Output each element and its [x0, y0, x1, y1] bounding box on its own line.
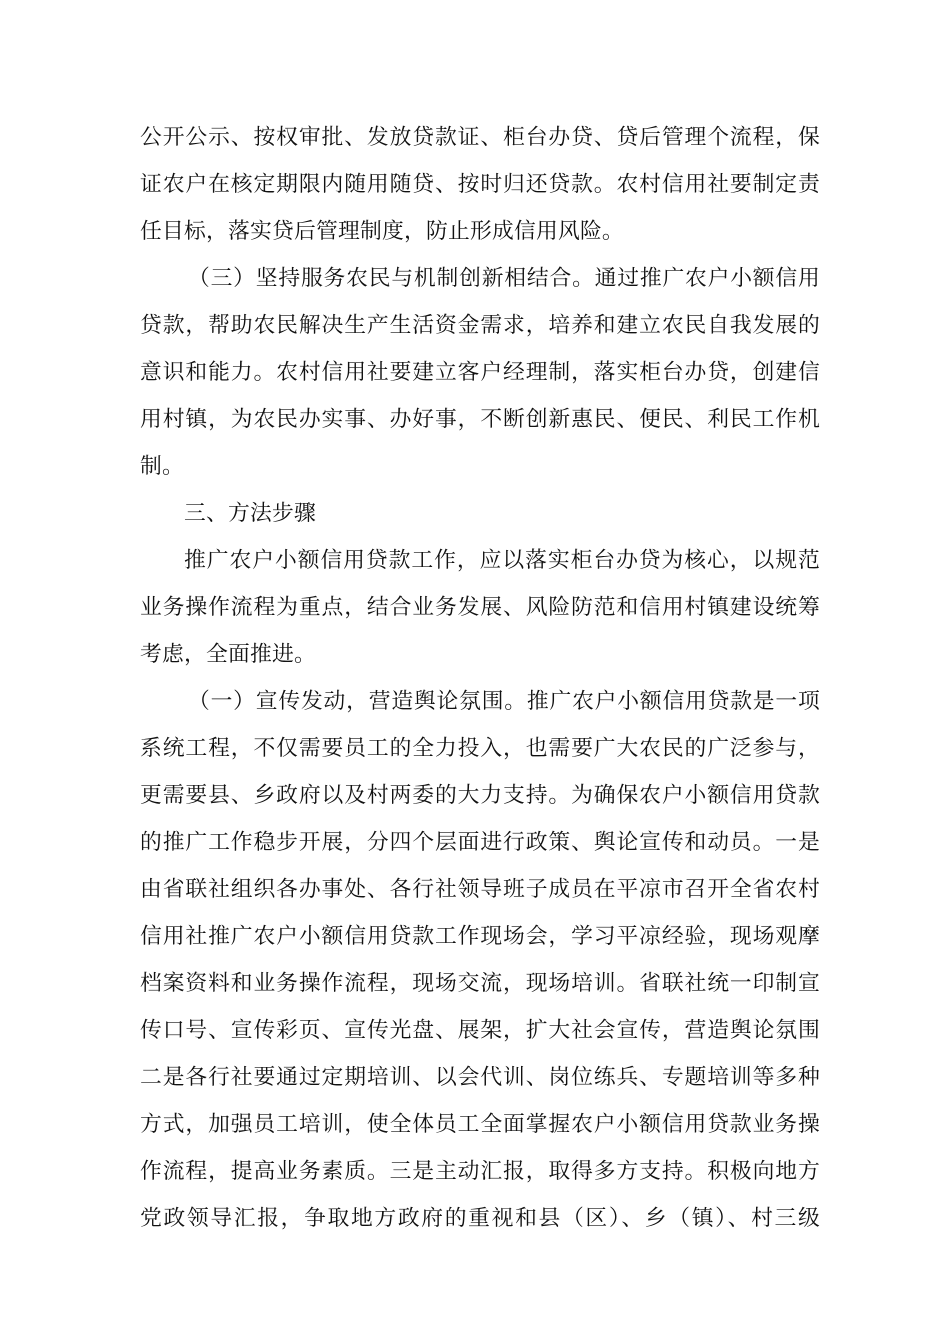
text-line: 系统工程，不仅需要员工的全力投入，也需要广大农民的广泛参与，	[140, 736, 820, 761]
text-line: 传口号、宣传彩页、宣传光盘、展架，扩大社会宣传，营造舆论氛围	[140, 1018, 820, 1043]
text-line: 考虑，全面推进。	[140, 642, 316, 667]
text-line: 贷款，帮助农民解决生产生活资金需求，培养和建立农民自我发展的	[140, 313, 820, 338]
text-line: 二是各行社要通过定期培训、以会代训、岗位练兵、专题培训等多种	[140, 1065, 820, 1090]
text-line: 更需要县、乡政府以及村两委的大力支持。为确保农户小额信用贷款	[140, 783, 820, 808]
text-line: 公开公示、按权审批、发放贷款证、柜台办贷、贷后管理个流程，保	[140, 125, 820, 150]
text-line: 业务操作流程为重点，结合业务发展、风险防范和信用村镇建设统筹	[140, 595, 820, 620]
text-line: 任目标，落实贷后管理制度，防止形成信用风险。	[140, 219, 624, 244]
text-line: 制。	[140, 454, 184, 479]
body-text	[140, 114, 820, 1242]
section-heading-line: （一）宣传发动，营造舆论氛围。推广农户小额信用贷款是一项	[188, 689, 820, 714]
text-line: 方式，加强员工培训，使全体员工全面掌握农户小额信用贷款业务操	[140, 1112, 820, 1137]
section-heading: 三、方法步骤	[184, 501, 316, 526]
text-line: 档案资料和业务操作流程，现场交流，现场培训。省联社统一印制宣	[140, 971, 820, 996]
text-line: 意识和能力。农村信用社要建立客户经理制，落实柜台办贷，创建信	[140, 360, 820, 385]
section-heading-line: （三）坚持服务农民与机制创新相结合。通过推广农户小额信用	[188, 266, 820, 291]
text-line: 用村镇，为农民办实事、办好事，不断创新惠民、便民、利民工作机	[140, 407, 820, 432]
text-line: 作流程，提高业务素质。三是主动汇报，取得多方支持。积极向地方	[140, 1159, 820, 1184]
text-line: 信用社推广农户小额信用贷款工作现场会，学习平凉经验，现场观摩	[140, 924, 820, 949]
text-line: 推广农户小额信用贷款工作，应以落实柜台办贷为核心，以规范	[184, 548, 820, 573]
text-line: 党政领导汇报，争取地方政府的重视和县（区）、乡（镇）、村三级	[140, 1206, 820, 1231]
text-line: 的推广工作稳步开展，分四个层面进行政策、舆论宣传和动员。一是	[140, 830, 820, 855]
text-line: 由省联社组织各办事处、各行社领导班子成员在平凉市召开全省农村	[140, 877, 820, 902]
text-line: 证农户在核定期限内随用随贷、按时归还贷款。农村信用社要制定责	[140, 172, 820, 197]
